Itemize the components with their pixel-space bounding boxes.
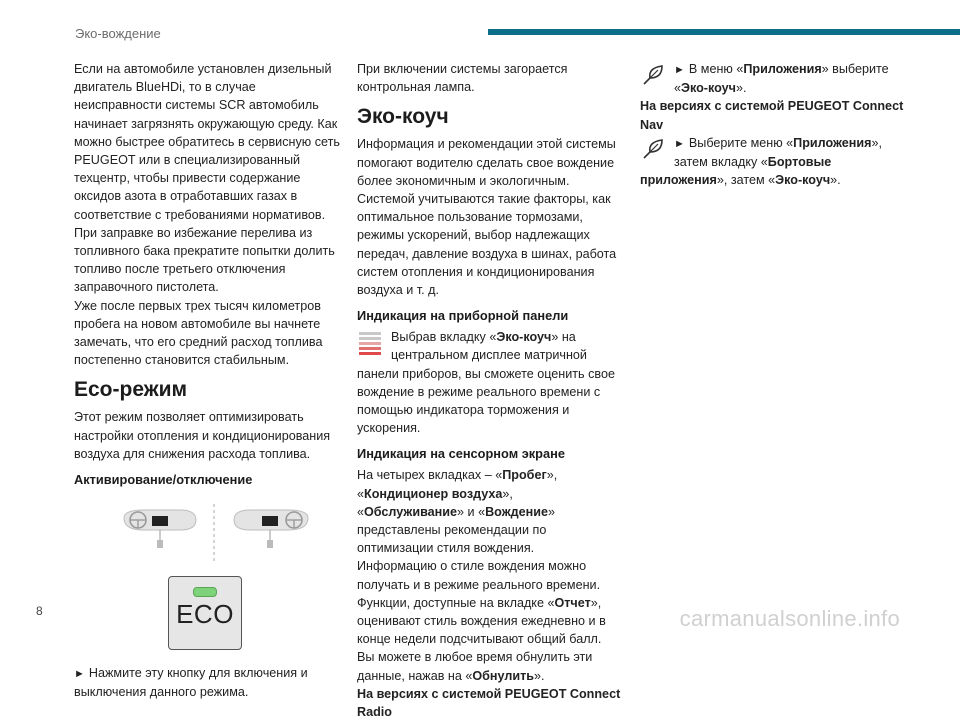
watermark: carmanualsonline.info bbox=[679, 606, 900, 631]
eco-coach-factors: Системой учитываются такие факторы, как оптимальное пользование тормозами, режимы ускорений, выбор надлежащих передач, давление воздуха в шинах, работа систем отопления и кондиционирования воздуха и т. д. bbox=[357, 192, 617, 298]
reset-label: Обнулить bbox=[472, 668, 535, 683]
instrument-panel-heading: Индикация на приборной панели bbox=[357, 308, 569, 324]
nav-step: ► Выберите меню «Приложения», затем вкладку «Бортовые приложения», затем «Эко-коуч». bbox=[640, 135, 882, 188]
eco-button[interactable] bbox=[168, 576, 242, 650]
page-number: 8 bbox=[36, 604, 43, 618]
report-text: Функции, доступные на вкладке «Отчет», оценивают стиль вождения ежедневно и в конце недели подсчитывают общий балл. bbox=[357, 595, 606, 647]
menu-eco-coach: Эко-коуч bbox=[681, 81, 736, 96]
tab-service: Обслуживание bbox=[364, 504, 458, 519]
column-2 bbox=[357, 60, 623, 721]
touch-screen-heading: Индикация на сенсорном экране bbox=[357, 446, 565, 462]
instrument-panel-icon bbox=[357, 330, 383, 356]
tab-mileage: Пробег bbox=[502, 468, 547, 483]
page-header-title: Эко-вождение bbox=[75, 26, 161, 41]
tab-eco-coach: Эко-коуч bbox=[496, 330, 552, 345]
eco-switch-diagram bbox=[74, 504, 340, 568]
eco-coach-heading: Эко-коуч bbox=[357, 105, 449, 129]
activation-heading: Активирование/отключение bbox=[74, 472, 253, 488]
paragraph-warning-lamp: При включении системы загорается контрольная лампа. bbox=[357, 62, 568, 95]
column-3 bbox=[640, 60, 906, 189]
step-arrow-icon: ► bbox=[674, 64, 685, 76]
eco-indicator-led bbox=[193, 587, 217, 597]
tab-report: Отчет bbox=[554, 595, 591, 610]
tab-air-conditioning: Кондиционер воздуха bbox=[364, 486, 503, 501]
eco-mode-description: Этот режим позволяет оптимизировать настройки отопления и кондиционирования воздуха для снижения расхода топлива. bbox=[74, 410, 331, 461]
paragraph-first-km: Уже после первых трех тысяч километров пробега на новом автомобиле вы начнете замечать, что его средний расход топлива постепенно становится стабильным. bbox=[74, 298, 323, 368]
step-arrow-icon: ► bbox=[674, 137, 685, 150]
eco-leaf-icon bbox=[640, 136, 666, 162]
connect-nav-heading: На версиях с системой PEUGEOT Connect Nav bbox=[640, 99, 904, 132]
menu-applications: Приложения bbox=[793, 135, 872, 150]
eco-mode-heading: Eco-режим bbox=[74, 378, 188, 402]
header-accent-bar bbox=[488, 29, 960, 35]
menu-onboard-apps: Бортовые приложения bbox=[640, 155, 832, 188]
tab-driving: Вождение bbox=[485, 504, 548, 519]
column-1 bbox=[74, 60, 340, 701]
realtime-text: Информацию о стиле вождения можно получать и в режиме реального времени. bbox=[357, 559, 601, 592]
menu-applications: Приложения bbox=[743, 62, 822, 76]
eco-step-text: Нажмите эту кнопку для включения и выключения данного режима. bbox=[74, 666, 308, 700]
instrument-panel-text: Выбрав вкладку «Эко-коуч» на центральном дисплее матричной панели приборов, вы сможете оценить свое вождение в режиме реального времени с помощью индикатора торможения и ускорения. bbox=[357, 330, 615, 436]
step-arrow-icon: ► bbox=[74, 668, 85, 681]
touch-screen-text: На четырех вкладках – «Пробег», «Кондиционер воздуха», «Обслуживание» и «Вождение» представлены рекомендации по оптимизации стиля вождения. bbox=[357, 468, 558, 556]
eco-button-label: ECO bbox=[176, 599, 234, 630]
eco-coach-intro: Информация и рекомендации этой системы помогают водителю сделать свое вождение более экономичным и экологичным. bbox=[357, 137, 616, 188]
reset-text: Вы можете в любое время обнулить эти данные, нажав на «Обнулить». bbox=[357, 650, 593, 683]
paragraph-refuel: При заправке во избежание перелива из топливного бака прекратите попытки долить топливо после третьего отключения заправочного пистолета. bbox=[74, 225, 335, 295]
paragraph-bluehdi: Если на автомобиле установлен дизельный двигатель BlueHDi, то в случае неисправности системы SCR автомобиль начинает загрязнять окружающую среду. Как можно быстрее обратитесь в сервисную сеть PEUGEOT или в специализированный техцентр, чтобы привести содержание оксидов азота в отработавших газах в соответствие с требованиями нормативов. bbox=[74, 62, 340, 222]
connect-radio-heading: На версиях с системой PEUGEOT Connect Radio bbox=[357, 686, 621, 720]
steering-switch-illustration bbox=[122, 504, 322, 568]
radio-step: ► В меню «Приложения» выберите «Эко-коуч». bbox=[640, 60, 906, 97]
menu-eco-coach: Эко-коуч bbox=[775, 173, 831, 188]
eco-leaf-icon bbox=[640, 62, 666, 88]
eco-step bbox=[74, 664, 340, 701]
